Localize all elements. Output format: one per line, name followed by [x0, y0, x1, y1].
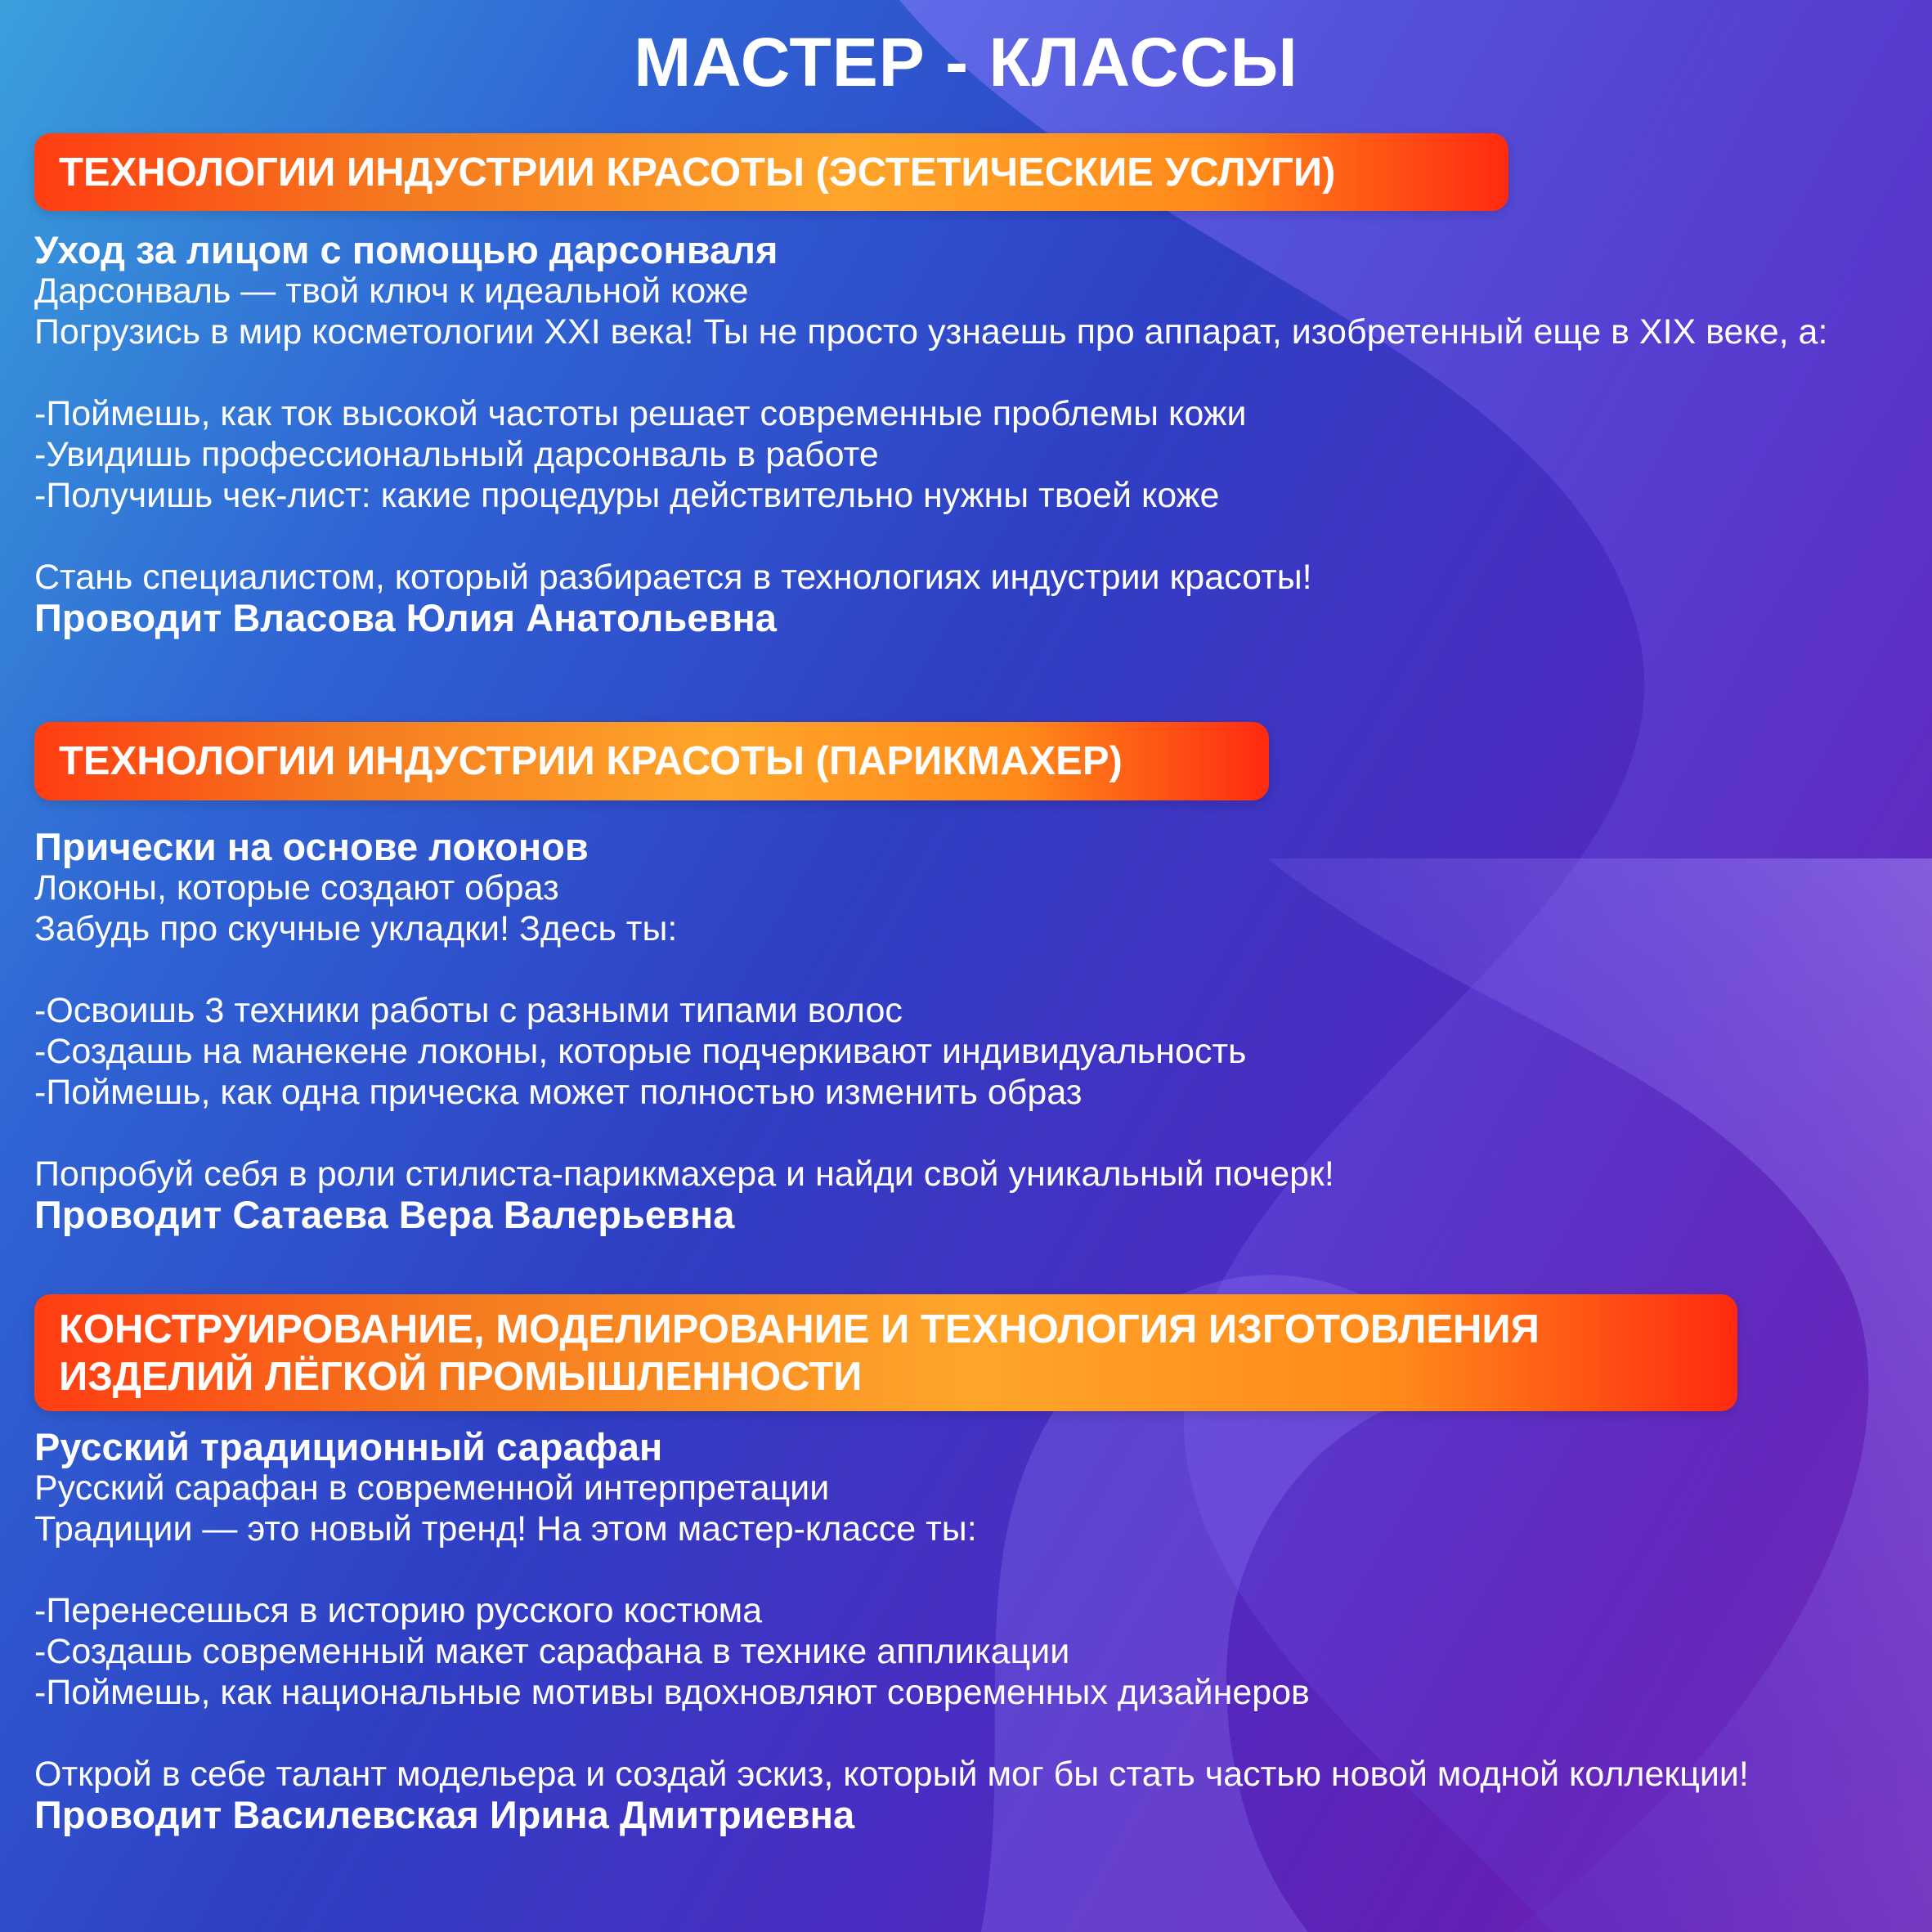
- class-point: -Поймешь, как ток высокой частоты решает современные проблемы кожи: [34, 394, 1247, 433]
- section-hairdresser: [34, 827, 1907, 1235]
- section-aesthetics: [34, 230, 1907, 639]
- class-intro: Традиции — это новый тренд! На этом мастер-классе ты:: [34, 1509, 977, 1549]
- class-point: -Создашь современный макет сарафана в технике аппликации: [34, 1632, 1070, 1671]
- section-heading-text: ТЕХНОЛОГИИ ИНДУСТРИИ КРАСОТЫ (ЭСТЕТИЧЕСКИЕ УСЛУГИ): [59, 150, 1336, 195]
- class-point: -Поймешь, как национальные мотивы вдохновляют современных дизайнеров: [34, 1673, 1310, 1712]
- class-intro: Погрузись в мир косметологии XXI века! Ты не просто узнаешь про аппарат, изобретенный еще в XIX веке, а:: [34, 312, 1828, 352]
- class-point: -Создашь на манекене локоны, которые подчеркивают индивидуальность: [34, 1032, 1247, 1071]
- class-subtitle: Русский сарафан в современной интерпретации: [34, 1468, 830, 1508]
- class-point: -Освоишь 3 техники работы с разными типами волос: [34, 991, 903, 1030]
- class-subtitle: Локоны, которые создают образ: [34, 868, 559, 908]
- class-host: Проводит Власова Юлия Анатольевна: [34, 596, 777, 639]
- class-name: Русский традиционный сарафан: [34, 1425, 663, 1468]
- section-heading-text: [59, 1306, 1540, 1401]
- class-host: Проводит Сатаева Вера Валерьевна: [34, 1193, 735, 1236]
- class-closing: Стань специалистом, который разбирается в технологиях индустрии красоты!: [34, 558, 1312, 597]
- class-intro: Забудь про скучные укладки! Здесь ты:: [34, 909, 678, 948]
- class-subtitle: Дарсонваль — твой ключ к идеальной коже: [34, 271, 749, 311]
- class-point: -Получишь чек-лист: какие процедуры действительно нужны твоей коже: [34, 476, 1220, 515]
- class-point: -Поймешь, как одна прическа может полностью изменить образ: [34, 1073, 1083, 1112]
- class-point: -Перенесешься в историю русского костюма: [34, 1591, 763, 1630]
- section-heading-light-industry: [34, 1294, 1737, 1411]
- class-point: -Увидишь профессиональный дарсонваль в работе: [34, 435, 879, 474]
- class-closing: Попробуй себя в роли стилиста-парикмахера и найди свой уникальный почерк!: [34, 1154, 1334, 1194]
- section-heading-line: ИЗДЕЛИЙ ЛЁГКОЙ ПРОМЫШЛЕННОСТИ: [59, 1354, 863, 1399]
- section-heading-text: ТЕХНОЛОГИИ ИНДУСТРИИ КРАСОТЫ (ПАРИКМАХЕР): [59, 739, 1123, 783]
- class-name: Уход за лицом с помощью дарсонваля: [34, 228, 778, 271]
- section-heading-line: КОНСТРУИРОВАНИЕ, МОДЕЛИРОВАНИЕ И ТЕХНОЛОГИЯ ИЗГОТОВЛЕНИЯ: [59, 1307, 1540, 1352]
- class-closing: Открой в себе талант модельера и создай эскиз, который мог бы стать частью новой модной коллекции!: [34, 1755, 1749, 1794]
- class-host: Проводит Василевская Ирина Дмитриевна: [34, 1793, 855, 1836]
- section-heading-aesthetics: [34, 133, 1508, 211]
- class-name: Прически на основе локонов: [34, 825, 589, 868]
- section-light-industry: [34, 1427, 1907, 1836]
- page-title: МАСТЕР - КЛАССЫ: [634, 24, 1298, 101]
- section-heading-hairdresser: [34, 722, 1269, 800]
